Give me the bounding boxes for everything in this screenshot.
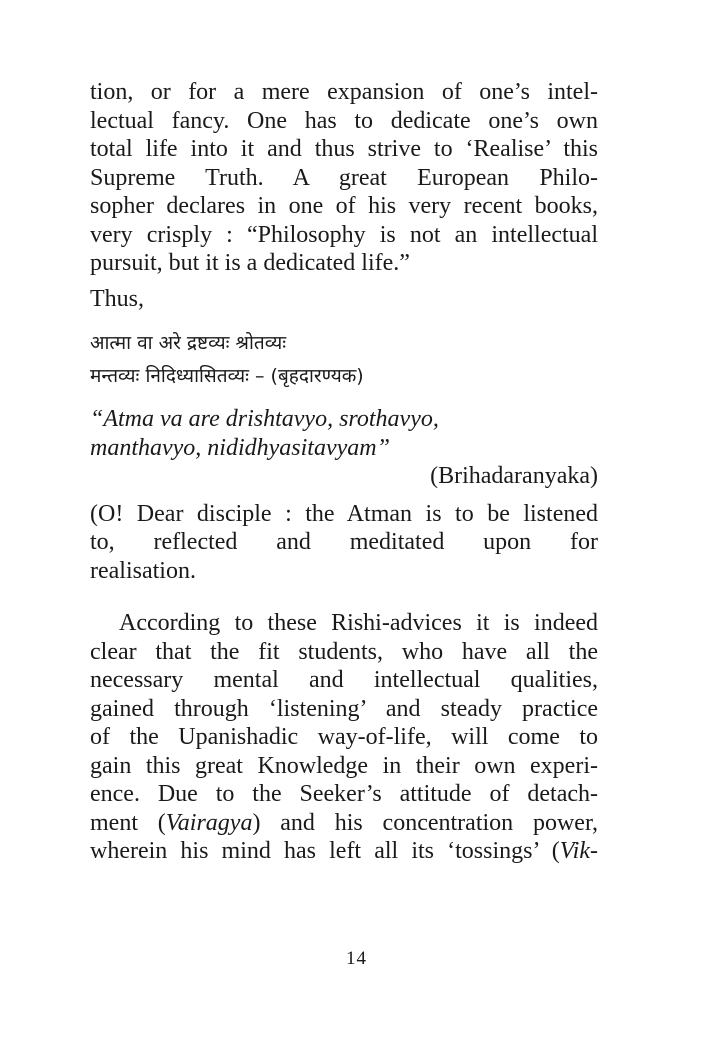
source-attribution: (Brihadaranyaka) [430, 463, 598, 489]
text-line: pursuit, but it is a dedicated life.” [90, 250, 410, 276]
italic-term: Vairagya [165, 809, 253, 836]
text-line [90, 809, 598, 838]
text-segment: ment ( [90, 809, 166, 836]
transliteration [90, 405, 598, 491]
verse-line: आत्मा वा अरे द्रष्टव्यः श्रोतव्यः [90, 332, 287, 354]
thus-line [90, 285, 598, 314]
page-number: 14 [346, 948, 367, 969]
text-line: realisation. [90, 557, 196, 584]
text-line: clear that the fit students, who have all the [90, 638, 598, 665]
italic-term: Vik- [559, 838, 598, 864]
text-line: sopher declares in one of his very recent books, [90, 193, 598, 219]
transliteration-line: manthavyo, nididhyasitavyam” [90, 434, 390, 461]
text-line: Supreme Truth. A great European Philo- [90, 164, 598, 191]
transliteration-line: “Atma va are drishtavyo, srothavyo, [90, 406, 439, 432]
text-line [90, 837, 598, 866]
paragraph-1 [90, 78, 598, 278]
verse-line: मन्तव्यः निदिध्यासितव्यः – (बृहदारण्यक) [90, 365, 364, 387]
text-line: total life into it and thus strive to ‘Realise’ this [90, 136, 598, 162]
text-line: gained through ‘listening’ and steady practice [90, 695, 598, 722]
text-line: ence. Due to the Seeker’s attitude of detach- [90, 781, 598, 807]
text-line: tion, or for a mere expansion of one’s intel- [90, 79, 598, 105]
text-line: Thus, [90, 285, 144, 312]
text-line: necessary mental and intellectual qualities, [90, 667, 598, 693]
text-line: to, reflected and meditated upon for [90, 529, 598, 555]
text-line: of the Upanishadic way-of-life, will come to [90, 724, 598, 750]
text-segment: ) and his concentration power, [252, 809, 598, 836]
text-line: lectual fancy. One has to dedicate one’s own [90, 107, 598, 134]
text-line: very crisply : “Philosophy is not an intellectual [90, 221, 598, 248]
text-line: According to these Rishi-advices it is indeed [119, 610, 598, 636]
paragraph-2 [90, 609, 598, 866]
text-segment: wherein his mind has left all its ‘tossings’ ( [90, 838, 560, 864]
text-line: (O! Dear disciple : the Atman is to be listened [90, 500, 598, 527]
book-page [90, 78, 598, 866]
sanskrit-verse [90, 327, 598, 393]
verse-meaning [90, 500, 598, 586]
text-line: gain this great Knowledge in their own experi- [90, 752, 598, 779]
